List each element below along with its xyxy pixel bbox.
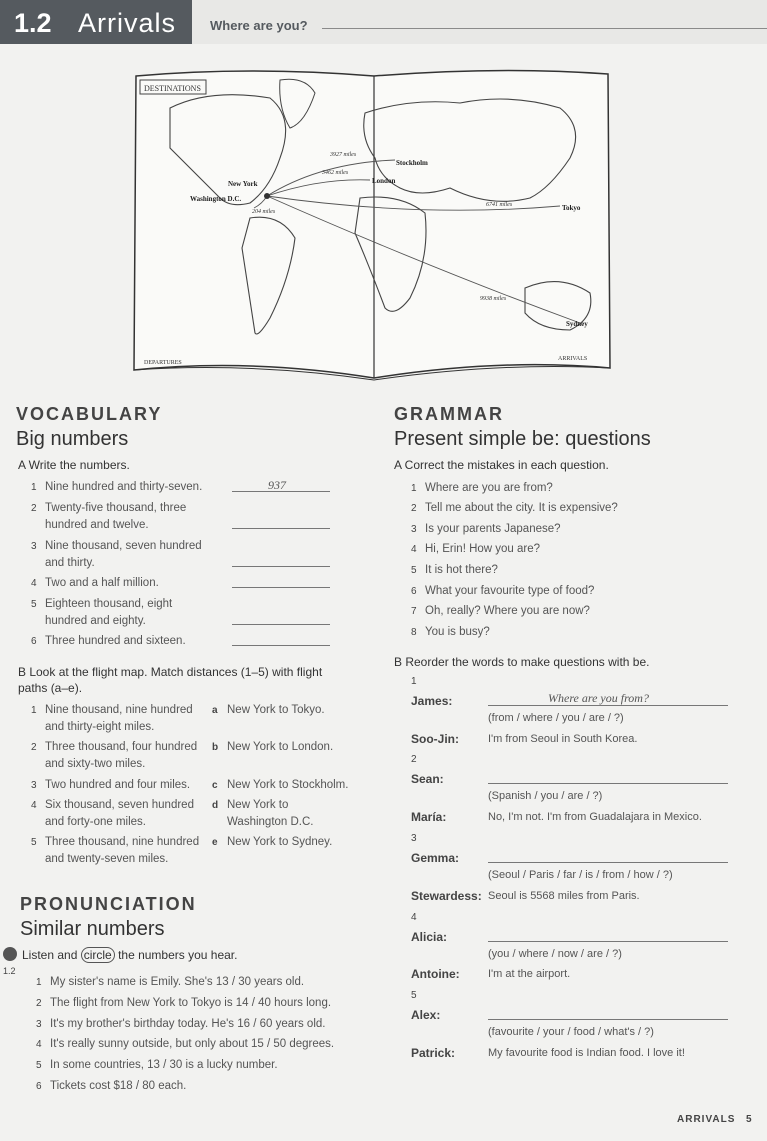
audio-track-number: 1.2 xyxy=(3,966,16,976)
circled-word: circle xyxy=(81,947,115,963)
item-number: 1 xyxy=(36,977,42,988)
flight-path: New York to Tokyo. xyxy=(227,704,325,716)
audio-icon[interactable] xyxy=(3,947,17,961)
grammar-subheading: Present simple be: questions xyxy=(394,428,651,450)
item-number: 2 xyxy=(31,742,37,753)
answer-blank[interactable] xyxy=(488,941,728,942)
word-prompt: (you / where / now / are / ?) xyxy=(488,948,622,960)
item-number: 6 xyxy=(36,1081,42,1092)
reply-speaker: Patrick: xyxy=(411,1046,456,1060)
list-item: Six thousand, seven hundred and forty-one miles. xyxy=(45,799,194,828)
distance-stockholm: 3927 miles xyxy=(330,152,357,158)
header-rule xyxy=(322,28,767,29)
item-number: 2 xyxy=(36,998,42,1009)
question-speaker: Gemma: xyxy=(411,851,460,865)
list-item: Where are you are from? xyxy=(425,482,553,494)
item-number: 5 xyxy=(36,1060,42,1071)
new-york-dot xyxy=(264,193,270,199)
question-speaker: Alicia: xyxy=(411,930,448,944)
item-number: 4 xyxy=(411,912,417,923)
item-number: 2 xyxy=(411,754,417,765)
answer-blank[interactable] xyxy=(232,645,330,646)
item-number: 1 xyxy=(411,676,417,687)
word-prompt: (from / where / you / are / ?) xyxy=(488,712,624,724)
word-prompt: (Spanish / you / are / ?) xyxy=(488,790,603,802)
reply-speaker: Soo-Jin: xyxy=(411,732,459,746)
item-number: 4 xyxy=(31,800,37,811)
list-item: Nine thousand, seven hundred and thirty. xyxy=(45,540,202,569)
example-answer: Where are you from? xyxy=(548,691,649,705)
distance-washington: 204 miles xyxy=(252,209,276,215)
question-speaker: Sean: xyxy=(411,772,444,786)
flight-path: New York to Washington D.C. xyxy=(227,799,314,828)
item-number: 4 xyxy=(36,1039,42,1050)
grammar-task-b: B Reorder the words to make questions with be. xyxy=(394,655,650,669)
list-item: Eighteen thousand, eight hundred and eighty. xyxy=(45,598,173,627)
list-item: What your favourite type of food? xyxy=(425,585,595,597)
example-answer: 937 xyxy=(268,478,286,492)
grammar-task-a: A Correct the mistakes in each question. xyxy=(394,458,609,472)
reply-text: No, I'm not. I'm from Guadalajara in Mexico. xyxy=(488,811,702,823)
item-number: 3 xyxy=(36,1019,42,1030)
vocabulary-task-b: B Look at the flight map. Match distances (1–5) with flight paths (a–e). xyxy=(18,665,323,695)
item-number: 8 xyxy=(411,627,417,638)
footer-label: ARRIVALS xyxy=(677,1114,736,1125)
path-letter: d xyxy=(212,800,219,811)
item-number: 7 xyxy=(411,606,417,617)
list-item: My sister's name is Emily. She's 13 / 30 years old. xyxy=(50,976,305,988)
answer-blank[interactable] xyxy=(232,566,330,567)
list-item: Oh, really? Where you are now? xyxy=(425,605,590,617)
flight-path: New York to Stockholm. xyxy=(227,779,349,791)
reply-text: I'm at the airport. xyxy=(488,968,571,980)
list-item: In some countries, 13 / 30 is a lucky number. xyxy=(50,1059,278,1071)
item-number: 5 xyxy=(411,990,417,1001)
page-number: 5 xyxy=(746,1114,753,1125)
item-number: 2 xyxy=(31,503,37,514)
unit-title: Arrivals xyxy=(78,8,177,38)
item-number: 5 xyxy=(31,837,37,848)
item-number: 5 xyxy=(411,565,417,576)
grammar-heading: GRAMMAR xyxy=(394,404,504,424)
answer-blank[interactable] xyxy=(232,587,330,588)
path-letter: b xyxy=(212,742,219,753)
unit-number: 1.2 xyxy=(14,8,52,38)
list-item: You is busy? xyxy=(425,626,490,638)
reply-speaker: Stewardess: xyxy=(411,889,482,903)
distance-tokyo: 6741 miles xyxy=(486,202,513,208)
list-item: Three thousand, four hundred and sixty-two miles. xyxy=(45,741,198,770)
list-item: Three thousand, nine hundred and twenty-seven miles. xyxy=(45,836,200,865)
item-number: 1 xyxy=(31,705,37,716)
item-number: 3 xyxy=(411,833,417,844)
item-number: 3 xyxy=(31,780,37,791)
list-item: Nine thousand, nine hundred and thirty-eight miles. xyxy=(45,704,193,733)
path-letter: e xyxy=(212,837,218,848)
distance-sydney: 9938 miles xyxy=(480,296,507,302)
word-prompt: (favourite / your / food / what's / ?) xyxy=(488,1026,654,1038)
pronunciation-subheading: Similar numbers xyxy=(20,918,165,940)
flight-map xyxy=(130,68,614,386)
departures-label: DEPARTURES xyxy=(144,360,182,366)
answer-blank[interactable] xyxy=(488,862,728,863)
pronunciation-task xyxy=(22,947,237,963)
word-prompt: (Seoul / Paris / far / is / from / how / ?) xyxy=(488,869,673,881)
city-tokyo: Tokyo xyxy=(562,204,581,212)
answer-blank[interactable] xyxy=(488,1019,728,1020)
answer-blank[interactable] xyxy=(232,624,330,625)
question-speaker: Alex: xyxy=(411,1008,441,1022)
city-sydney: Sydney xyxy=(566,320,588,328)
path-letter: a xyxy=(212,705,218,716)
reply-text: Seoul is 5568 miles from Paris. xyxy=(488,890,640,902)
item-number: 3 xyxy=(31,541,37,552)
list-item: Is your parents Japanese? xyxy=(425,523,561,535)
list-item: Tickets cost $18 / 80 each. xyxy=(50,1080,187,1092)
list-item: Two hundred and four miles. xyxy=(45,779,191,791)
item-number: 6 xyxy=(411,586,417,597)
unit-subtitle: Where are you? xyxy=(210,18,308,33)
list-item: Twenty-five thousand, three hundred and twelve. xyxy=(45,502,187,531)
reply-text: I'm from Seoul in South Korea. xyxy=(488,733,638,745)
answer-blank[interactable] xyxy=(232,528,330,529)
flight-path: New York to London. xyxy=(227,741,334,753)
destinations-label: DESTINATIONS xyxy=(144,84,201,93)
reply-speaker: Antoine: xyxy=(411,967,460,981)
answer-blank[interactable] xyxy=(488,783,728,784)
unit-badge xyxy=(0,0,192,44)
list-item: The flight from New York to Tokyo is 14 / 40 hours long. xyxy=(50,997,332,1009)
city-washington: Washington D.C. xyxy=(190,195,242,203)
list-item: It is hot there? xyxy=(425,564,498,576)
vocabulary-heading: VOCABULARY xyxy=(16,404,163,424)
reply-speaker: María: xyxy=(411,810,447,824)
reply-text: My favourite food is Indian food. I love it! xyxy=(488,1047,685,1059)
list-item: Two and a half million. xyxy=(45,577,159,589)
flight-path: New York to Sydney. xyxy=(227,836,333,848)
page-header xyxy=(0,0,767,44)
list-item: Three hundred and sixteen. xyxy=(45,635,186,647)
list-item: Hi, Erin! How you are? xyxy=(425,543,541,555)
city-stockholm: Stockholm xyxy=(396,159,428,167)
list-item: Nine hundred and thirty-seven. xyxy=(45,481,203,493)
question-speaker: James: xyxy=(411,694,453,708)
item-number: 6 xyxy=(31,636,37,647)
item-number: 2 xyxy=(411,503,417,514)
arrivals-label: ARRIVALS xyxy=(558,356,588,362)
city-new-york: New York xyxy=(228,180,258,188)
item-number: 1 xyxy=(411,483,417,494)
list-item: It's really sunny outside, but only about 15 / 50 degrees. xyxy=(50,1038,335,1050)
vocabulary-subheading: Big numbers xyxy=(16,428,129,450)
list-item: It's my brother's birthday today. He's 16 / 60 years old. xyxy=(50,1018,326,1030)
distance-london: 3462 miles xyxy=(322,170,349,176)
pronunciation-heading: PRONUNCIATION xyxy=(20,894,197,914)
list-item: Tell me about the city. It is expensive? xyxy=(425,502,618,514)
vocabulary-task-a: A Write the numbers. xyxy=(18,458,130,472)
item-number: 3 xyxy=(411,524,417,535)
city-london: London xyxy=(372,177,396,185)
path-letter: c xyxy=(212,780,218,791)
task-text-pre: Listen and xyxy=(22,948,81,962)
task-text-post: the numbers you hear. xyxy=(114,948,238,962)
item-number: 4 xyxy=(31,578,37,589)
item-number: 5 xyxy=(31,599,37,610)
item-number: 4 xyxy=(411,544,417,555)
item-number: 1 xyxy=(31,482,37,493)
